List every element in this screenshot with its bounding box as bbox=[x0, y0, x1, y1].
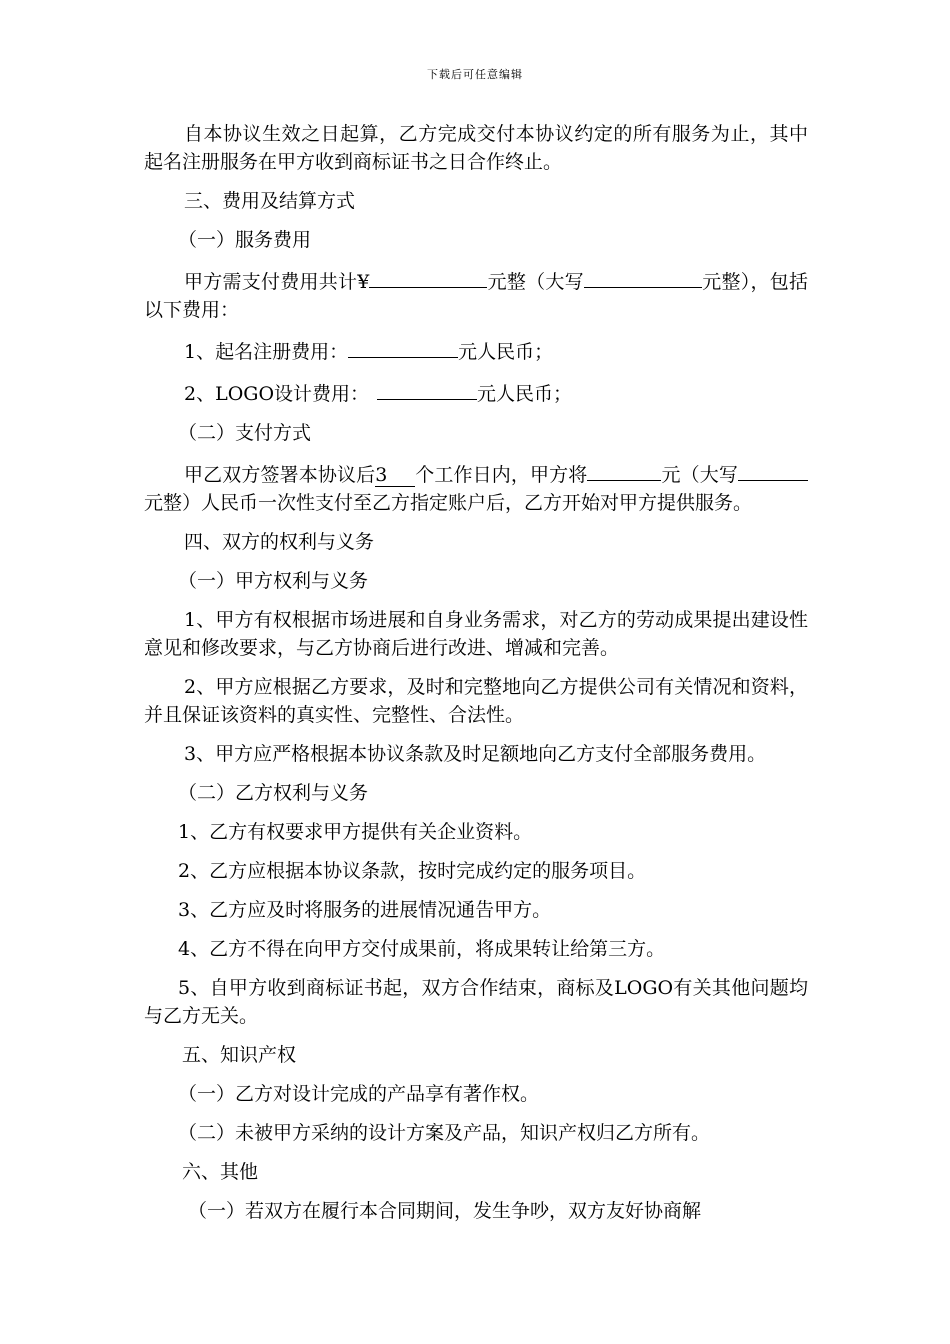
page-header: 下载后可任意编辑 bbox=[427, 68, 523, 81]
other-clause-1: （一）若双方在履行本合同期间，发生争吵，双方友好协商解 bbox=[188, 1200, 702, 1222]
fee-total-text-2: 元整（大写 bbox=[487, 271, 584, 293]
subsection-heading-party-b: （二）乙方权利与义务 bbox=[178, 782, 369, 804]
party-b-clause-2: 2、乙方应根据本协议条款，按时完成约定的服务项目。 bbox=[178, 860, 647, 882]
party-b-clause-4: 4、乙方不得在向甲方交付成果前，将成果转让给第三方。 bbox=[178, 938, 666, 960]
payment-days-blank: 3 bbox=[375, 464, 415, 487]
party-a-clause-2: 2、甲方应根据乙方要求，及时和完整地向乙方提供公司有关情况和资料，并且保证该资料的真实性、完整性、合法性。 bbox=[144, 676, 808, 726]
fee-total-text-1: 甲方需支付费用共计¥ bbox=[184, 271, 370, 293]
fee-amount-blank bbox=[369, 265, 487, 288]
fee-item-naming-unit: 元人民币； bbox=[458, 341, 554, 363]
payment-text-3: 元（大写 bbox=[661, 464, 738, 486]
payment-text-1: 甲乙双方签署本协议后 bbox=[184, 464, 376, 486]
section-heading-fees: 三、费用及结算方式 bbox=[184, 190, 356, 212]
payment-amount-words-blank bbox=[738, 458, 808, 481]
party-b-clause-3: 3、乙方应及时将服务的进展情况通告甲方。 bbox=[178, 899, 552, 921]
party-a-clause-3: 3、甲方应严格根据本协议条款及时足额地向乙方支付全部服务费用。 bbox=[184, 743, 767, 765]
section-heading-other: 六、其他 bbox=[182, 1161, 259, 1183]
fee-item-logo-blank bbox=[377, 377, 477, 400]
payment-text-4: 元整）人民币一次性支付至乙方指定账户后，乙方开始对甲方提供服务。 bbox=[144, 492, 753, 514]
party-b-clause-5: 5、自甲方收到商标证书起，双方合作结束，商标及LOGO有关其他问题均与乙方无关。 bbox=[144, 977, 808, 1027]
fee-item-naming-blank bbox=[348, 335, 458, 358]
fee-item-logo-unit: 元人民币； bbox=[477, 383, 573, 405]
subsection-heading-payment: （二）支付方式 bbox=[178, 422, 312, 444]
section-heading-rights: 四、双方的权利与义务 bbox=[184, 531, 375, 553]
subsection-heading-party-a: （一）甲方权利与义务 bbox=[178, 570, 369, 592]
party-b-clause-1: 1、乙方有权要求甲方提供有关企业资料。 bbox=[178, 821, 533, 843]
fee-amount-words-blank bbox=[584, 265, 702, 288]
document-body bbox=[144, 120, 808, 1236]
ip-clause-1: （一）乙方对设计完成的产品享有著作权。 bbox=[178, 1083, 540, 1105]
fee-item-logo bbox=[144, 377, 808, 408]
fee-item-naming-label: 1、起名注册费用： bbox=[184, 341, 349, 363]
payment-paragraph bbox=[144, 458, 808, 517]
fee-total-text-4: ），包括以下费用： bbox=[144, 271, 808, 321]
subsection-heading-service-fee: （一）服务费用 bbox=[178, 229, 312, 251]
ip-clause-2: （二）未被甲方采纳的设计方案及产品，知识产权归乙方所有。 bbox=[178, 1122, 711, 1144]
party-a-clause-1: 1、甲方有权根据市场进展和自身业务需求，对乙方的劳动成果提出建设性意见和修改要求，与乙方协商后进行改进、增减和完善。 bbox=[144, 609, 808, 659]
term-paragraph: 自本协议生效之日起算，乙方完成交付本协议约定的所有服务为止，其中起名注册服务在甲方收到商标证书之日合作终止。 bbox=[144, 123, 808, 173]
payment-amount-blank bbox=[587, 458, 661, 481]
fee-item-naming bbox=[144, 335, 808, 366]
section-heading-ip: 五、知识产权 bbox=[182, 1044, 297, 1066]
payment-text-2: 个工作日内，甲方将 bbox=[415, 464, 588, 486]
fee-item-logo-label: 2、LOGO设计费用： bbox=[184, 383, 370, 405]
fee-total-paragraph bbox=[144, 265, 808, 324]
fee-total-text-3: 元整 bbox=[701, 271, 741, 293]
